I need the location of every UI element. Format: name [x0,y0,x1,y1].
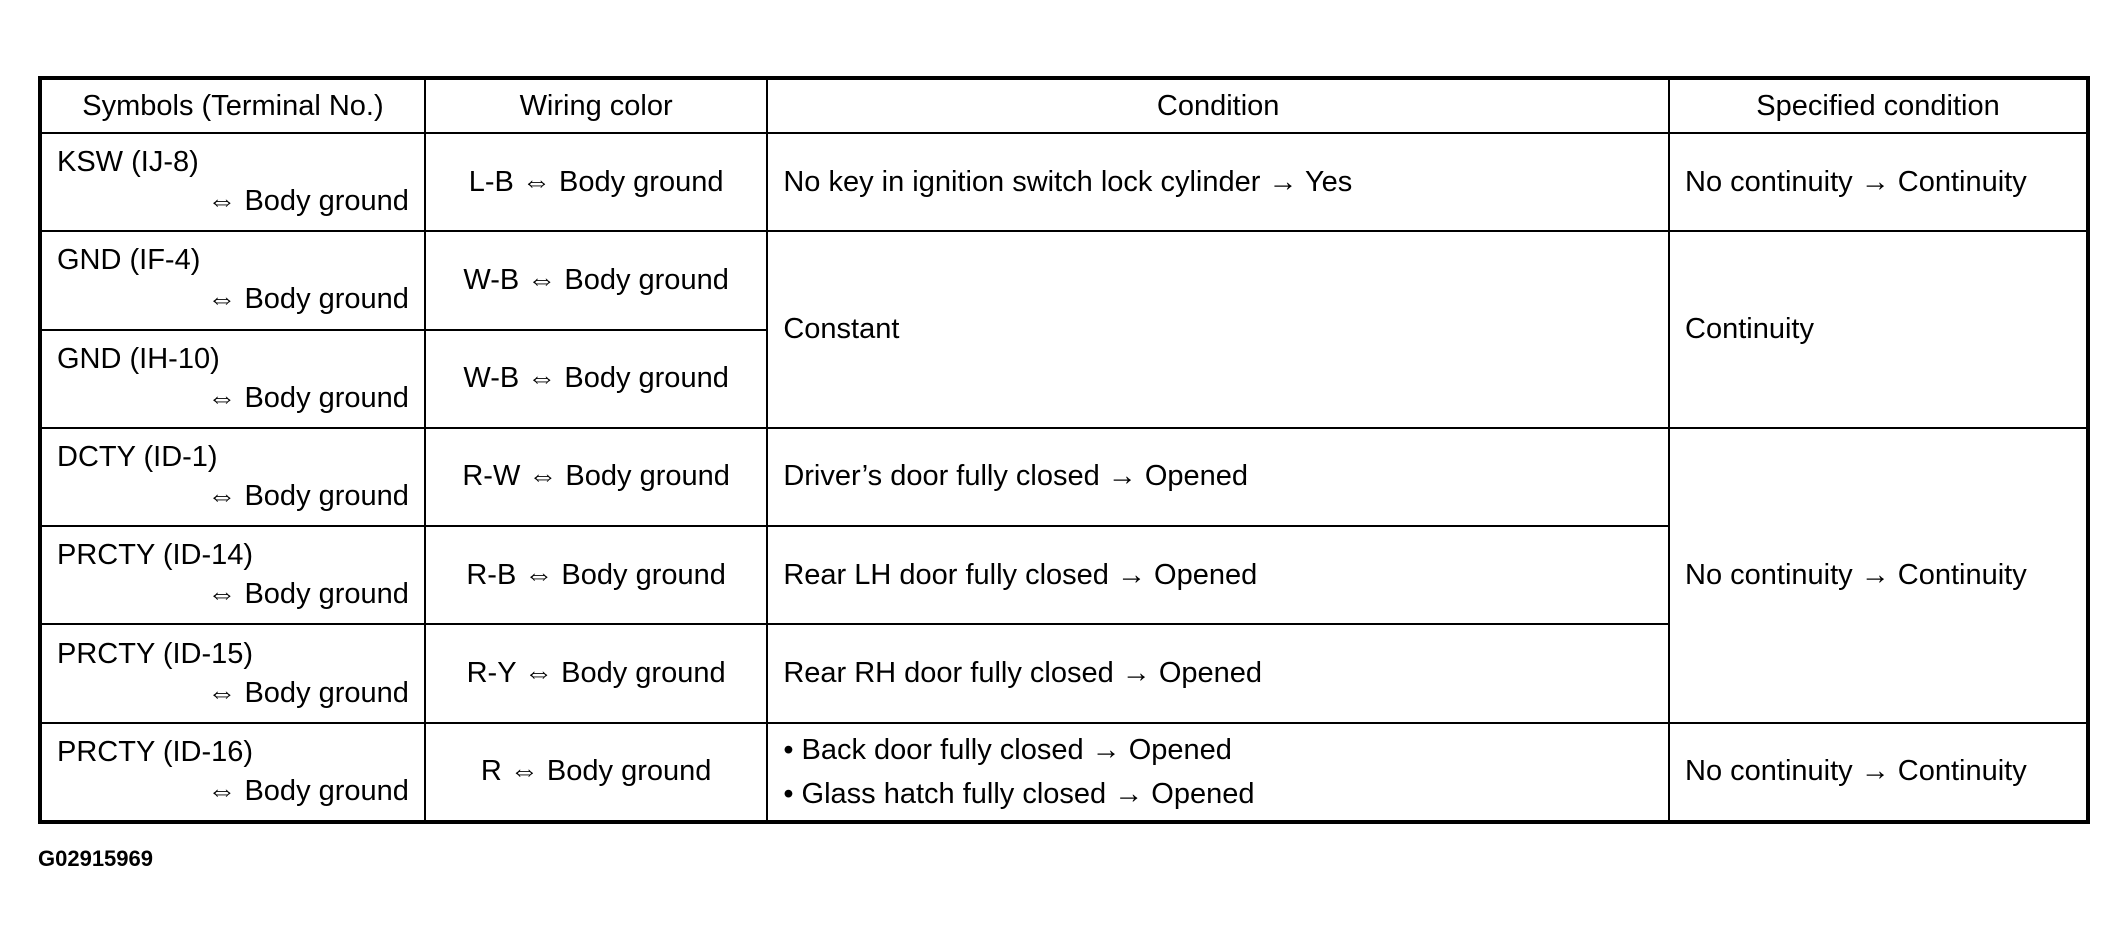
symbol-terminal: PRCTY (ID-14) [57,539,254,572]
symbol-ground: ⇔ Body ground [207,676,409,709]
header-symbols: Symbols (Terminal No.) [40,78,425,133]
wiring-color-cell: W-B ⇔ Body ground [425,330,767,428]
header-specified-condition: Specified condition [1669,78,2088,133]
symbol-cell [40,624,425,722]
symbol-terminal: GND (IH-10) [57,342,220,375]
symbol-terminal: PRCTY (ID-16) [57,735,254,768]
specified-condition-cell: No continuity → Continuity [1669,428,2088,723]
symbol-cell [40,231,425,329]
table-row [40,428,2088,526]
symbol-ground: ⇔ Body ground [207,479,409,512]
condition-cell: Rear LH door fully closed → Opened [767,526,1669,624]
condition-cell: Constant [767,231,1669,428]
symbol-cell [40,330,425,428]
table-row [40,231,2088,329]
wiring-color-cell: L-B ⇔ Body ground [425,133,767,231]
symbol-ground: ⇔ Body ground [207,283,409,316]
symbol-terminal: GND (IF-4) [57,244,201,277]
specified-condition-cell: No continuity → Continuity [1669,133,2088,231]
symbol-terminal: KSW (IJ-8) [57,146,199,179]
wiring-color-cell: R-B ⇔ Body ground [425,526,767,624]
figure-id: G02915969 [38,846,153,871]
condition-cell: Driver’s door fully closed → Opened [767,428,1669,526]
header-wiring-color: Wiring color [425,78,767,133]
continuity-spec-table [38,76,2090,824]
header-condition: Condition [767,78,1669,133]
wiring-color-cell: W-B ⇔ Body ground [425,231,767,329]
symbol-ground: ⇔ Body ground [207,578,409,611]
wiring-color-cell: R-Y ⇔ Body ground [425,624,767,722]
symbol-ground: ⇔ Body ground [207,774,409,807]
specified-condition-cell: No continuity → Continuity [1669,723,2088,822]
symbol-terminal: PRCTY (ID-15) [57,637,254,670]
specified-condition-cell: Continuity [1669,231,2088,428]
wiring-color-cell: R-W ⇔ Body ground [425,428,767,526]
header-row [40,78,2088,133]
wiring-color-cell: R ⇔ Body ground [425,723,767,822]
symbol-cell [40,723,425,822]
symbol-ground: ⇔ Body ground [207,185,409,218]
table-row [40,133,2088,231]
condition-line-back-door: • Back door fully closed → Opened [783,733,1232,766]
condition-line-glass-hatch: • Glass hatch fully closed → Opened [783,777,1255,810]
condition-cell [767,723,1669,822]
symbol-cell [40,133,425,231]
symbol-cell [40,526,425,624]
symbol-terminal: DCTY (ID-1) [57,440,218,473]
symbol-cell [40,428,425,526]
condition-cell: No key in ignition switch lock cylinder → Yes [767,133,1669,231]
condition-cell: Rear RH door fully closed → Opened [767,624,1669,722]
symbol-ground: ⇔ Body ground [207,381,409,414]
table-row [40,723,2088,822]
